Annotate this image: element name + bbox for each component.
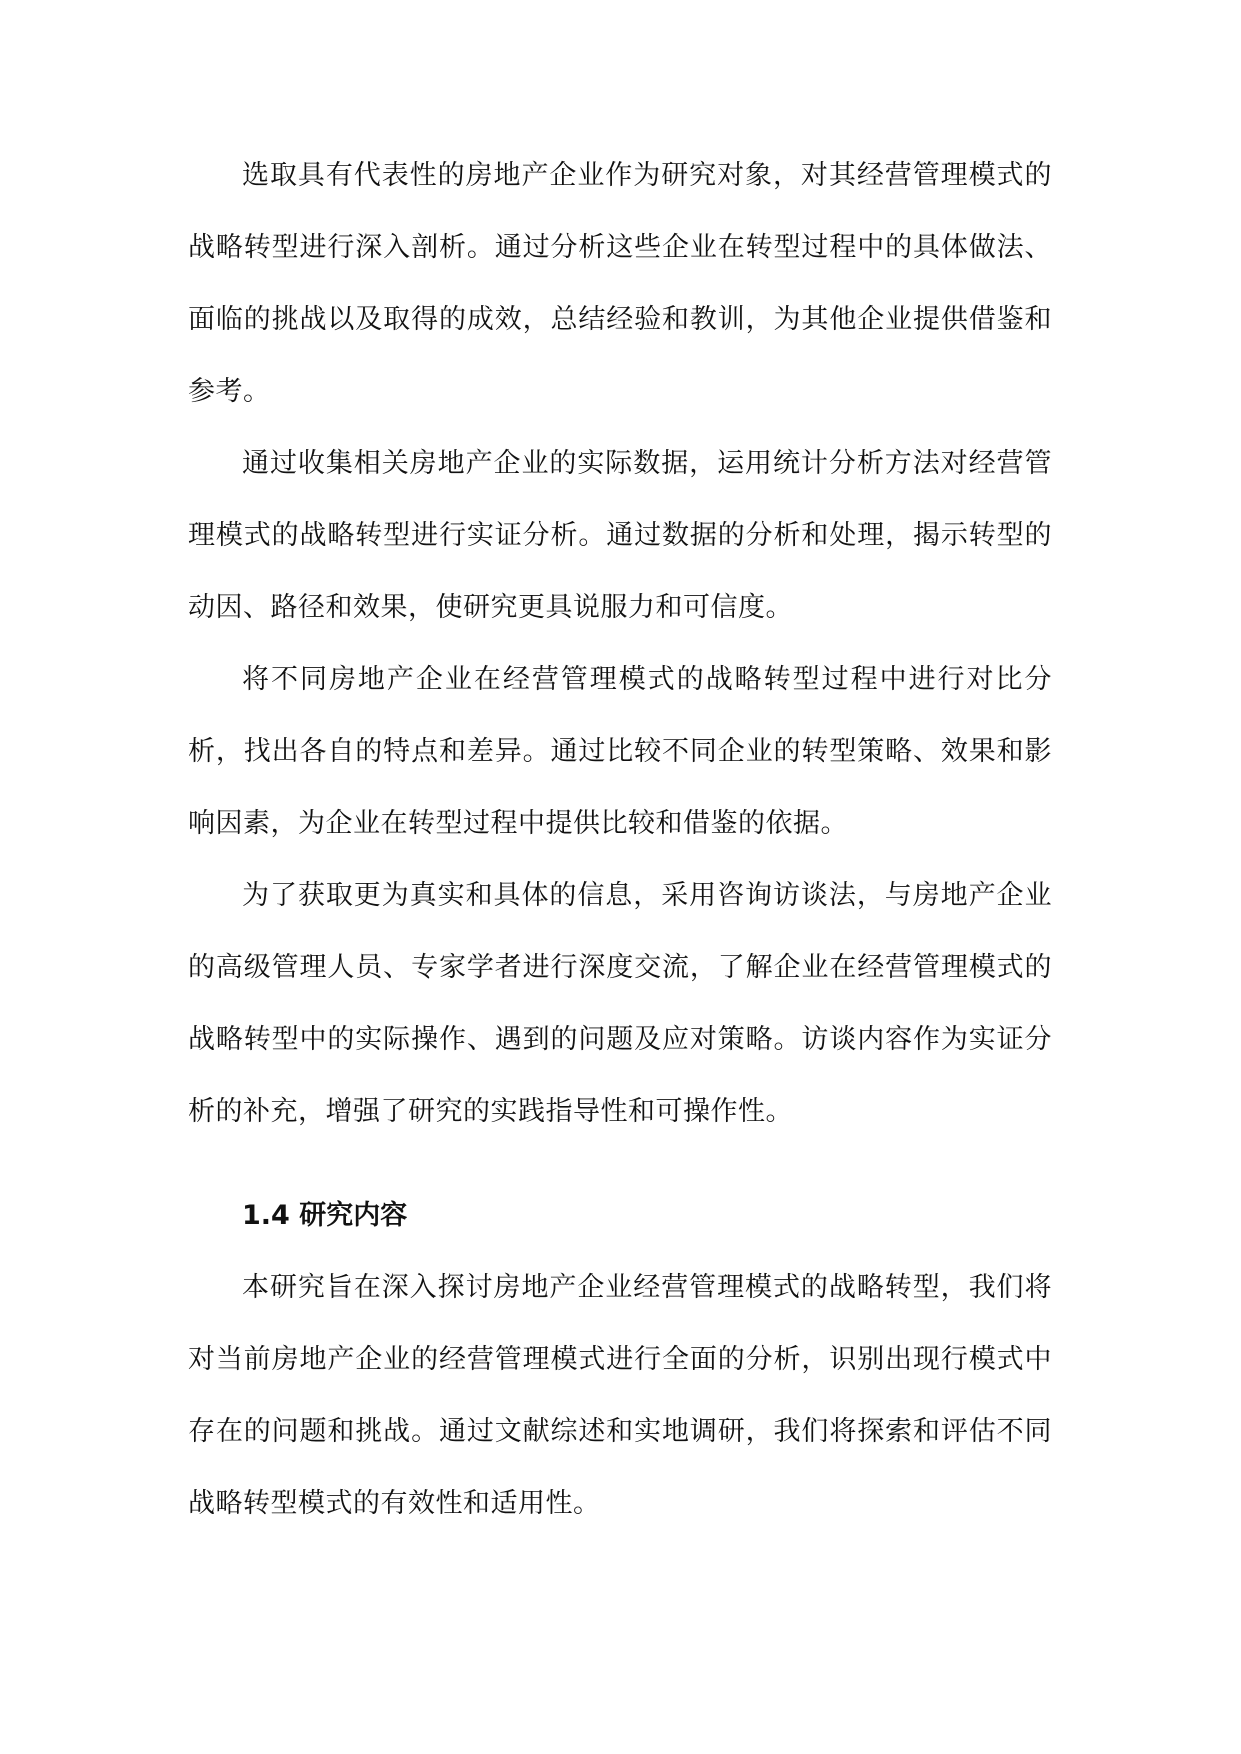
paragraph-empirical-analysis: 通过收集相关房地产企业的实际数据，运用统计分析方法对经营管理模式的战略转型进行实证分析。通过数据的分析和处理，揭示转型的动因、路径和效果，使研究更具说服力和可信度。 <box>188 448 1052 623</box>
paragraph-comparative-analysis: 将不同房地产企业在经营管理模式的战略转型过程中进行对比分析，找出各自的特点和差异。通过比较不同企业的转型策略、效果和影响因素，为企业在转型过程中提供比较和借鉴的依据。 <box>188 664 1052 839</box>
section-heading: 1.4 研究内容 <box>242 1200 408 1231</box>
document-body <box>188 140 1052 1540</box>
paragraph-case-study: 选取具有代表性的房地产企业作为研究对象，对其经营管理模式的战略转型进行深入剖析。通过分析这些企业在转型过程中的具体做法、面临的挑战以及取得的成效，总结经验和教训，为其他企业提供借鉴和参考。 <box>188 160 1052 407</box>
paragraph-research-content: 本研究旨在深入探讨房地产企业经营管理模式的战略转型，我们将对当前房地产企业的经营管理模式进行全面的分析，识别出现行模式中存在的问题和挑战。通过文献综述和实地调研，我们将探索和评估不同战略转型模式的有效性和适用性。 <box>188 1272 1052 1519</box>
paragraph-interview-method: 为了获取更为真实和具体的信息，采用咨询访谈法，与房地产企业的高级管理人员、专家学者进行深度交流，了解企业在经营管理模式的战略转型中的实际操作、遇到的问题及应对策略。访谈内容作为实证分析的补充，增强了研究的实践指导性和可操作性。 <box>188 880 1052 1127</box>
